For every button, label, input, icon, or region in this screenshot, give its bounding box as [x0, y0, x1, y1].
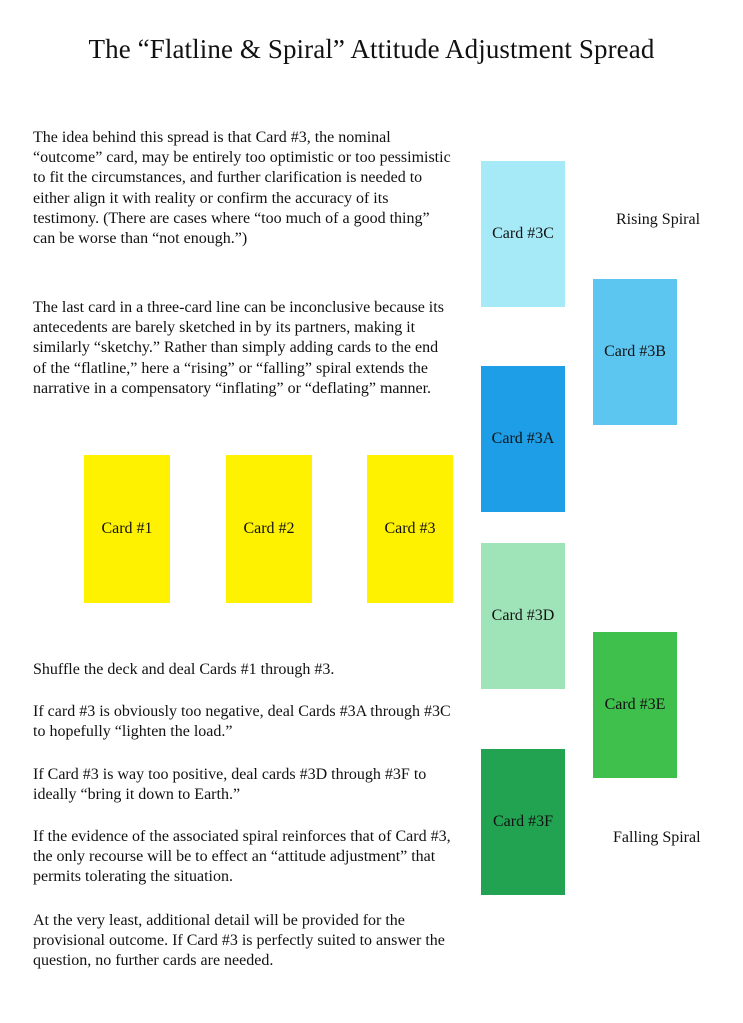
page-title: The “Flatline & Spiral” Attitude Adjustment Spread: [88, 34, 655, 64]
card-3b-label: Card #3B: [604, 343, 666, 360]
card-3a: [481, 366, 565, 512]
instruction-4: If the evidence of the associated spiral reinforces that of Card #3, the only recourse will be to effect an “attitude adjustment” that permits tolerating the situation.: [33, 828, 451, 886]
card-3e-label: Card #3E: [604, 696, 666, 713]
card-2-label: Card #2: [243, 520, 295, 537]
card-3d: [481, 543, 565, 689]
instruction-2: If card #3 is obviously too negative, deal Cards #3A through #3C to hopefully “lighten the load.”: [33, 703, 451, 741]
card-3f: [481, 749, 565, 895]
card-1: [84, 455, 170, 603]
card-3: [367, 455, 453, 603]
card-3c: [481, 161, 565, 307]
card-3f-label: Card #3F: [493, 813, 553, 830]
card-2: [226, 455, 312, 603]
card-3e: [593, 632, 677, 778]
card-1-label: Card #1: [101, 520, 153, 537]
instruction-3: If Card #3 is way too positive, deal cards #3D through #3F to ideally “bring it down to Earth.”: [33, 766, 427, 804]
intro-paragraph-1: The idea behind this spread is that Card #3, the nominal “outcome” card, may be entirely too optimistic or too pessimistic to fit the circumstances, and further clarification is needed to either align it with reality or confirm the accuracy of its testimony. (There are cases where “too much of a good thing” can be worse than “not enough.”): [33, 129, 451, 248]
card-3c-label: Card #3C: [492, 225, 554, 242]
card-3d-label: Card #3D: [491, 607, 555, 624]
falling-spiral-label: Falling Spiral: [613, 829, 701, 846]
instruction-1: Shuffle the deck and deal Cards #1 through #3.: [33, 661, 335, 678]
card-3-label: Card #3: [384, 520, 436, 537]
intro-paragraph-2: The last card in a three-card line can be inconclusive because its antecedents are barely sketched in by its partners, making it similarly “sketchy.” Rather than simply adding cards to the end of the “flatline,” here a “rising” or “falling” spiral extends the narrative in a compensatory “inflating” or “deflating” manner.: [33, 299, 444, 397]
rising-spiral-label: Rising Spiral: [616, 211, 701, 228]
instruction-5: At the very least, additional detail will be provided for the provisional outcome. If Card #3 is perfectly suited to answer the question, no further cards are needed.: [33, 912, 445, 970]
card-3b: [593, 279, 677, 425]
card-3a-label: Card #3A: [491, 430, 555, 447]
